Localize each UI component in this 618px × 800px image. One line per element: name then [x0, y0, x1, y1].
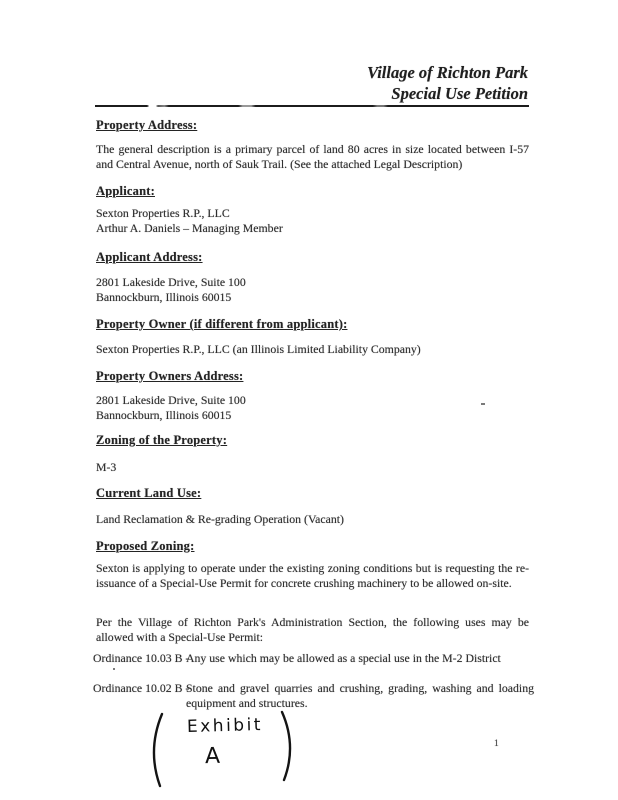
heading-property-owners-address: Property Owners Address: [96, 369, 244, 383]
applicant-contact: Arthur A. Daniels – Managing Member [96, 221, 283, 235]
proposed-zoning-para1: Sexton is applying to operate under the existing zoning conditions but is requesting the re-issuance of a Special-Use Permit for concrete crushing machinery to be allowed on-site. [96, 561, 529, 591]
property-address-body: The general description is a primary parcel of land 80 acres in size located between I-57 and Central Avenue, north of Sauk Trail. (See the attached Legal Description) [96, 142, 529, 172]
applicant-address-city: Bannockburn, Illinois 60015 [96, 290, 232, 304]
heading-property-address: Property Address: [96, 118, 198, 132]
current-land-use-value: Land Reclamation & Re-grading Operation (Vacant) [96, 512, 344, 526]
heading-applicant: Applicant: [96, 184, 155, 198]
ordinance-1-text: Any use which may be allowed as a special use in the M-2 District [186, 651, 501, 665]
ordinance-row-2 [93, 681, 534, 712]
owner-address-street: 2801 Lakeside Drive, Suite 100 [96, 393, 246, 407]
document-title-line1: Village of Richton Park [367, 63, 528, 82]
proposed-zoning-para2: Per the Village of Richton Park's Administration Section, the following uses may be allowed with a Special-Use Permit: [96, 615, 529, 645]
ordinance-2-label: Ordinance 10.02 B - [93, 681, 190, 695]
owner-address-city: Bannockburn, Illinois 60015 [96, 408, 232, 422]
handwritten-exhibit-annotation [143, 710, 301, 790]
heading-proposed-zoning: Proposed Zoning: [96, 539, 195, 553]
zoning-value: M-3 [96, 460, 117, 474]
document-header [95, 62, 528, 104]
heading-current-land-use: Current Land Use: [96, 486, 202, 500]
scan-speck [113, 668, 115, 670]
document-title-line2: Special Use Petition [391, 84, 528, 103]
ordinance-1-label: Ordinance 10.03 B - [93, 651, 190, 665]
heading-applicant-address: Applicant Address: [96, 250, 203, 264]
scan-speck [481, 403, 485, 405]
heading-property-owner: Property Owner (if different from applicant): [96, 317, 348, 331]
ordinance-2-text: Stone and gravel quarries and crushing, grading, washing and loading equipment and structures. [186, 681, 534, 711]
page-number: 1 [494, 739, 499, 749]
applicant-name: Sexton Properties R.P., LLC [96, 206, 230, 220]
handwritten-exhibit-text: Exhibit [186, 715, 264, 737]
applicant-address-street: 2801 Lakeside Drive, Suite 100 [96, 275, 246, 289]
handwritten-exhibit-letter: A [204, 743, 221, 770]
property-owner-name: Sexton Properties R.P., LLC (an Illinois Limited Liability Company) [96, 342, 421, 356]
ordinance-row-1 [93, 651, 534, 666]
header-horizontal-rule [95, 105, 529, 107]
heading-zoning: Zoning of the Property: [96, 433, 228, 447]
